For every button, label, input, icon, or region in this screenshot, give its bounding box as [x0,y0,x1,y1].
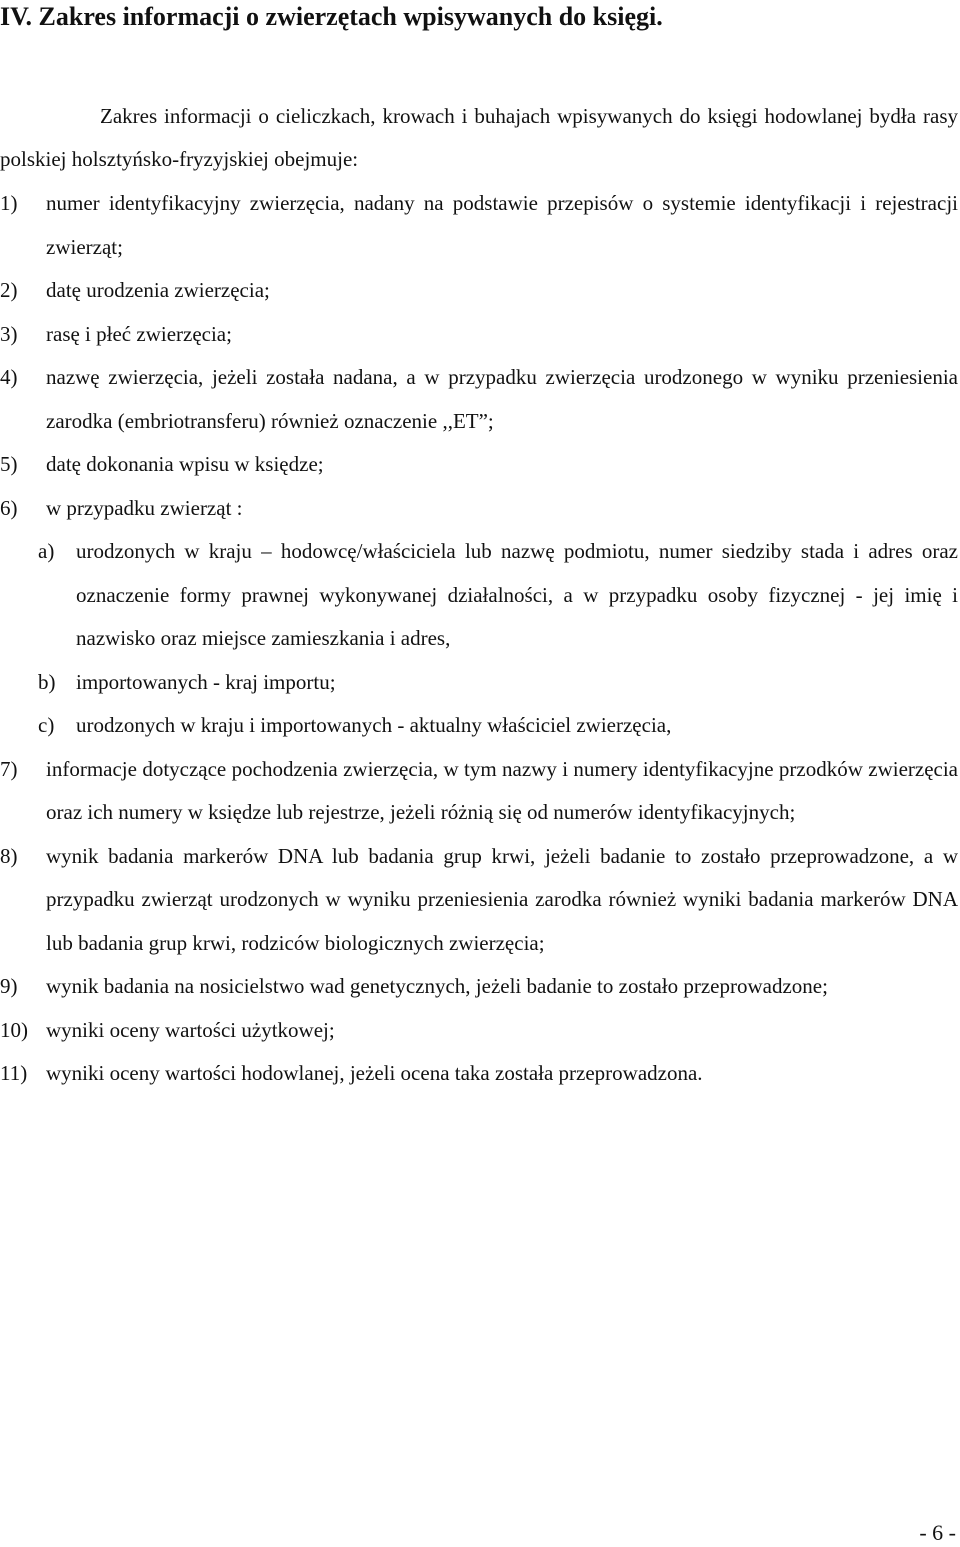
list-item-text: datę dokonania wpisu w księdze; [46,452,324,476]
list-item [0,748,958,835]
list-item-number: 9) [0,974,18,998]
list-item-text: rasę i płeć zwierzęcia; [46,321,232,346]
list-item-text: w przypadku zwierząt : [46,495,243,520]
information-list [0,182,958,1096]
list-item-number: 6) [0,495,18,520]
page-number: - 6 - [919,1520,956,1545]
list-item [0,269,958,313]
list-item-number: 7) [0,756,18,781]
sub-list-item [0,530,958,661]
intro-paragraph: Zakres informacji o cieliczkach, krowach i buhajach wpisywanych do księgi hodowlanej bydła rasy polskiej holsztyńsko-fryzyjskiej obejmuje: [0,104,958,171]
list-item-text: wyniki oceny wartości hodowlanej, jeżeli ocena taka została przeprowadzona. [46,1061,703,1085]
sub-list-item-text: urodzonych w kraju – hodowcę/właściciela lub nazwę podmiotu, numer siedziby stada i adres oraz oznaczenie formy prawnej wykonywanej działalności, a w przypadku osoby fizycznej - jej imię i nazwisko oraz miejsce zamieszkania i adres, [76,539,958,650]
list-item-number: 2) [0,278,18,302]
list-item-text: datę urodzenia zwierzęcia; [46,278,270,302]
sub-list-item-text: urodzonych w kraju i importowanych - aktualny właściciel zwierzęcia, [76,713,672,737]
section-heading: IV. Zakres informacji o zwierzętach wpisywanych do księgi. [0,2,663,31]
list-item-number: 8) [0,843,18,868]
list-item-number: 10) [0,1017,28,1042]
list-item-text: numer identyfikacyjny zwierzęcia, nadany na podstawie przepisów o systemie identyfikacji i rejestracji zwierząt; [46,191,958,259]
list-item [0,835,958,966]
list-item [0,313,958,357]
list-item [0,356,958,443]
list-item-number: 5) [0,452,18,476]
sub-list [0,530,958,748]
sub-list-item-letter: b) [38,669,56,694]
list-item-number: 4) [0,365,18,389]
list-item-text: wynik badania na nosicielstwo wad genetycznych, jeżeli badanie to zostało przeprowadzone; [46,974,828,998]
list-item-number: 11) [0,1061,28,1085]
list-item [0,1009,958,1053]
list-item-text: wyniki oceny wartości użytkowej; [46,1017,335,1042]
list-item-number: 1) [0,191,18,215]
list-item [0,965,958,1009]
sub-list-item-text: importowanych - kraj importu; [76,669,336,694]
list-item-number: 3) [0,321,18,346]
list-item [0,1052,958,1096]
list-item-text: wynik badania markerów DNA lub badania grup krwi, jeżeli badanie to zostało przeprowadzone, a w przypadku zwierząt urodzonych w wyniku przeniesienia zarodka również wyniki badania markerów DNA lub badania grup krwi, rodziców biologicznych zwierzęcia; [46,843,958,955]
sub-list-item-letter: a) [38,539,55,563]
list-item [0,443,958,487]
list-item [0,182,958,269]
sub-list-item [0,661,958,705]
list-item [0,487,958,531]
sub-list-item [0,704,958,748]
list-item-text: informacje dotyczące pochodzenia zwierzęcia, w tym nazwy i numery identyfikacyjne przodków zwierzęcia oraz ich numery w księdze lub rejestrze, jeżeli różnią się od numerów identyfikacyjnych; [46,756,958,824]
list-item-text: nazwę zwierzęcia, jeżeli została nadana, a w przypadku zwierzęcia urodzonego w wyniku przeniesienia zarodka (embriotransferu) również oznaczenie ,,ET”; [46,365,958,433]
sub-list-item-letter: c) [38,713,55,737]
